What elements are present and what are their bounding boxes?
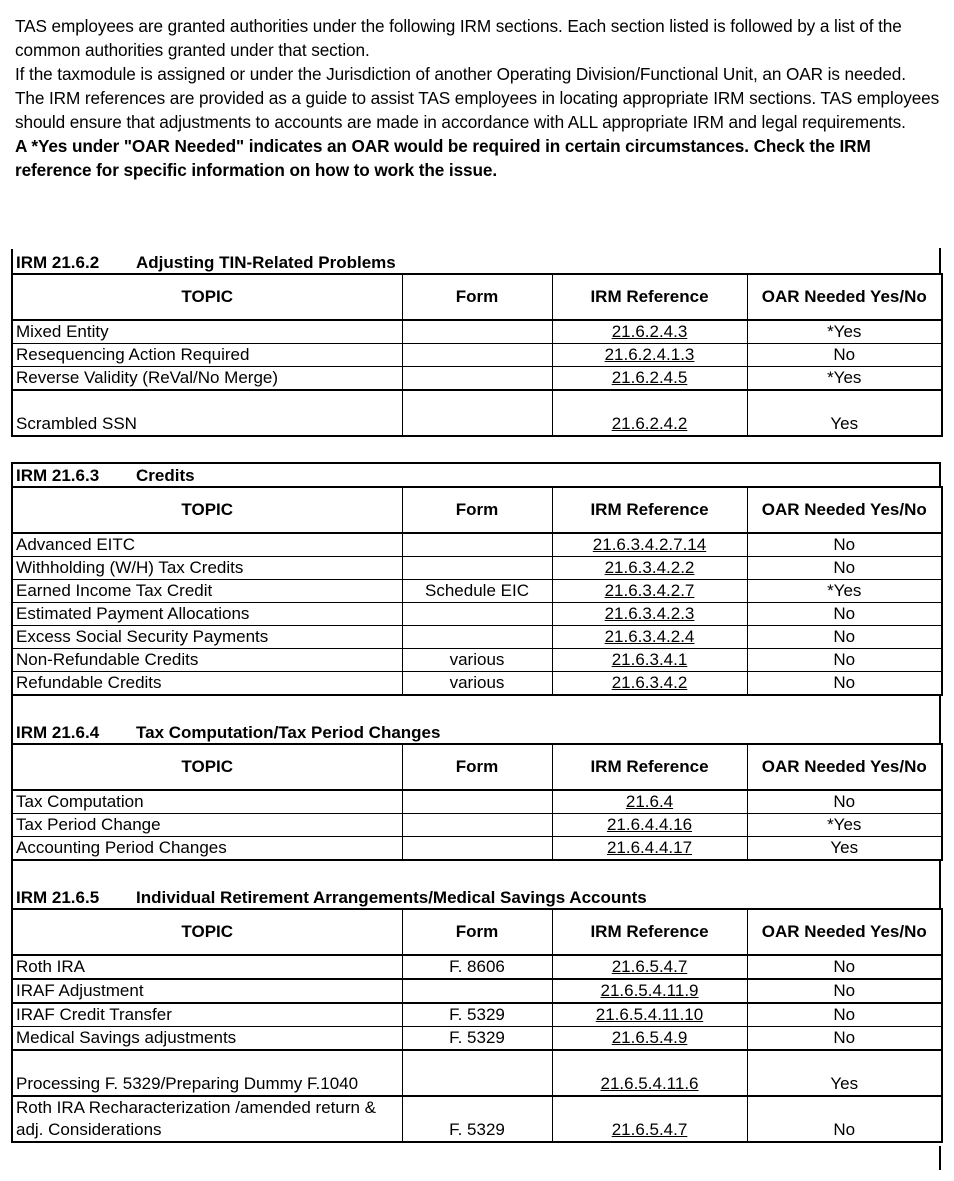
topic-cell: Mixed Entity bbox=[12, 320, 402, 344]
col-header-oar-needed: OAR Needed Yes/No bbox=[747, 909, 942, 955]
irm-reference-cell bbox=[552, 603, 747, 626]
form-cell bbox=[402, 814, 552, 837]
topic-cell: Earned Income Tax Credit bbox=[12, 580, 402, 603]
irm-reference-link[interactable]: 21.6.3.4.2.7.14 bbox=[592, 535, 707, 554]
table-row bbox=[12, 557, 942, 580]
irm-reference-cell bbox=[552, 344, 747, 367]
topic-cell: Advanced EITC bbox=[12, 533, 402, 557]
col-header-topic: TOPIC bbox=[12, 487, 402, 533]
intro-paragraph: TAS employees are granted authorities under the following IRM sections. Each section listed is followed by a list of the common authorities granted under that section. bbox=[15, 16, 902, 60]
table-row bbox=[12, 790, 942, 814]
irm-reference-link[interactable]: 21.6.2.4.1.3 bbox=[604, 345, 695, 364]
table-row bbox=[12, 955, 942, 979]
section-title bbox=[11, 462, 941, 486]
form-cell bbox=[402, 603, 552, 626]
col-header-form: Form bbox=[402, 274, 552, 320]
section-name: Individual Retirement Arrangements/Medical Savings Accounts bbox=[136, 888, 647, 907]
oar-needed-cell: No bbox=[747, 955, 942, 979]
form-cell: Schedule EIC bbox=[402, 580, 552, 603]
table-row bbox=[12, 367, 942, 391]
topic-cell: Non-Refundable Credits bbox=[12, 649, 402, 672]
irm-reference-link[interactable]: 21.6.4.4.17 bbox=[606, 838, 693, 857]
section-name: Tax Computation/Tax Period Changes bbox=[136, 723, 441, 742]
form-cell bbox=[402, 367, 552, 391]
table-row bbox=[12, 626, 942, 649]
irm-reference-link[interactable]: 21.6.5.4.11.6 bbox=[600, 1074, 699, 1093]
irm-reference-cell bbox=[552, 649, 747, 672]
irm-reference-cell bbox=[552, 672, 747, 696]
irm-reference-link[interactable]: 21.6.4.4.16 bbox=[606, 815, 693, 834]
oar-needed-cell: *Yes bbox=[747, 367, 942, 391]
form-cell bbox=[402, 837, 552, 861]
oar-needed-cell: No bbox=[747, 1003, 942, 1027]
section-number: IRM 21.6.4 bbox=[16, 723, 100, 742]
table-row bbox=[12, 1027, 942, 1051]
table-row bbox=[12, 1050, 942, 1096]
irm-reference-link[interactable]: 21.6.2.4.5 bbox=[611, 368, 688, 387]
oar-needed-cell: No bbox=[747, 1096, 942, 1142]
oar-needed-cell: No bbox=[747, 626, 942, 649]
irm-reference-link[interactable]: 21.6.3.4.2.7 bbox=[604, 581, 695, 600]
section-title bbox=[11, 696, 941, 743]
table-row bbox=[12, 837, 942, 861]
section-21-6-5 bbox=[11, 861, 941, 1143]
col-header-form: Form bbox=[402, 744, 552, 790]
irm-reference-link[interactable]: 21.6.3.4.2 bbox=[611, 673, 688, 692]
oar-needed-cell: No bbox=[747, 1027, 942, 1051]
oar-needed-cell: No bbox=[747, 603, 942, 626]
topic-cell: Accounting Period Changes bbox=[12, 837, 402, 861]
header-row bbox=[12, 487, 942, 533]
irm-reference-cell bbox=[552, 390, 747, 436]
irm-reference-cell bbox=[552, 557, 747, 580]
oar-needed-cell: No bbox=[747, 790, 942, 814]
topic-cell: Tax Period Change bbox=[12, 814, 402, 837]
irm-reference-link[interactable]: 21.6.3.4.2.2 bbox=[604, 558, 695, 577]
section-title bbox=[11, 861, 941, 908]
form-cell: F. 5329 bbox=[402, 1003, 552, 1027]
form-cell bbox=[402, 979, 552, 1003]
section-name: Adjusting TIN-Related Problems bbox=[136, 253, 396, 272]
topic-cell: Excess Social Security Payments bbox=[12, 626, 402, 649]
col-header-oar-needed: OAR Needed Yes/No bbox=[747, 274, 942, 320]
intro-text bbox=[15, 14, 940, 182]
oar-needed-cell: No bbox=[747, 672, 942, 696]
table-row bbox=[12, 672, 942, 696]
table-row bbox=[12, 580, 942, 603]
irm-reference-cell bbox=[552, 837, 747, 861]
topic-cell: Roth IRA bbox=[12, 955, 402, 979]
section-number: IRM 21.6.3 bbox=[16, 466, 100, 485]
irm-reference-link[interactable]: 21.6.2.4.3 bbox=[611, 322, 688, 341]
section-number: IRM 21.6.5 bbox=[16, 888, 100, 907]
irm-reference-link[interactable]: 21.6.2.4.2 bbox=[611, 414, 688, 433]
topic-cell: Estimated Payment Allocations bbox=[12, 603, 402, 626]
irm-reference-cell bbox=[552, 1096, 747, 1142]
section-21-6-4 bbox=[11, 696, 941, 861]
col-header-topic: TOPIC bbox=[12, 274, 402, 320]
irm-reference-link[interactable]: 21.6.3.4.2.4 bbox=[604, 627, 695, 646]
authorities-table bbox=[11, 908, 943, 1143]
topic-cell: Withholding (W/H) Tax Credits bbox=[12, 557, 402, 580]
form-cell bbox=[402, 557, 552, 580]
oar-needed-cell: No bbox=[747, 557, 942, 580]
irm-reference-cell bbox=[552, 626, 747, 649]
table-row bbox=[12, 649, 942, 672]
oar-needed-cell: *Yes bbox=[747, 580, 942, 603]
col-header-form: Form bbox=[402, 487, 552, 533]
form-cell bbox=[402, 320, 552, 344]
irm-reference-link[interactable]: 21.6.5.4.11.9 bbox=[600, 981, 699, 1000]
authorities-table bbox=[11, 273, 943, 437]
oar-needed-cell: Yes bbox=[747, 1050, 942, 1096]
irm-reference-link[interactable]: 21.6.5.4.11.10 bbox=[595, 1005, 704, 1024]
col-header-oar-needed: OAR Needed Yes/No bbox=[747, 487, 942, 533]
topic-cell: IRAF Credit Transfer bbox=[12, 1003, 402, 1027]
form-cell: F. 5329 bbox=[402, 1096, 552, 1142]
col-header-topic: TOPIC bbox=[12, 909, 402, 955]
table-row bbox=[12, 320, 942, 344]
table-row bbox=[12, 979, 942, 1003]
irm-reference-cell bbox=[552, 955, 747, 979]
irm-reference-cell bbox=[552, 533, 747, 557]
irm-reference-cell bbox=[552, 814, 747, 837]
section-name: Credits bbox=[136, 466, 195, 485]
col-header-topic: TOPIC bbox=[12, 744, 402, 790]
form-cell bbox=[402, 344, 552, 367]
col-header-oar-needed: OAR Needed Yes/No bbox=[747, 744, 942, 790]
form-cell bbox=[402, 1050, 552, 1096]
col-header-irm-reference: IRM Reference bbox=[552, 909, 747, 955]
irm-reference-cell bbox=[552, 979, 747, 1003]
intro-paragraph: If the taxmodule is assigned or under the Jurisdiction of another Operating Division/Functional Unit, an OAR is needed. bbox=[15, 64, 906, 84]
irm-reference-cell bbox=[552, 1027, 747, 1051]
section-title bbox=[11, 249, 941, 273]
oar-needed-cell: *Yes bbox=[747, 814, 942, 837]
right-border-rule bbox=[939, 1146, 941, 1170]
topic-cell: Resequencing Action Required bbox=[12, 344, 402, 367]
irm-reference-cell bbox=[552, 320, 747, 344]
header-row bbox=[12, 744, 942, 790]
form-cell: F. 8606 bbox=[402, 955, 552, 979]
topic-cell: IRAF Adjustment bbox=[12, 979, 402, 1003]
irm-reference-link[interactable]: 21.6.4 bbox=[625, 792, 674, 811]
topic-cell: Processing F. 5329/Preparing Dummy F.1040 bbox=[12, 1050, 402, 1096]
form-cell: F. 5329 bbox=[402, 1027, 552, 1051]
oar-needed-cell: Yes bbox=[747, 837, 942, 861]
topic-cell: Medical Savings adjustments bbox=[12, 1027, 402, 1051]
intro-paragraph: The IRM references are provided as a guide to assist TAS employees in locating appropriate IRM sections. TAS employees should ensure that adjustments to accounts are made in accordance with ALL appropriate IRM and legal requirements. bbox=[15, 88, 940, 132]
table-row bbox=[12, 1003, 942, 1027]
topic-cell: Scrambled SSN bbox=[12, 390, 402, 436]
irm-reference-link[interactable]: 21.6.3.4.2.3 bbox=[604, 604, 695, 623]
oar-needed-cell: Yes bbox=[747, 390, 942, 436]
section-21-6-3 bbox=[11, 462, 941, 1143]
irm-reference-cell bbox=[552, 367, 747, 391]
topic-cell: Roth IRA Recharacterization /amended return & adj. Considerations bbox=[12, 1096, 402, 1142]
topic-cell: Reverse Validity (ReVal/No Merge) bbox=[12, 367, 402, 391]
col-header-irm-reference: IRM Reference bbox=[552, 744, 747, 790]
form-cell: various bbox=[402, 649, 552, 672]
form-cell bbox=[402, 790, 552, 814]
section-number: IRM 21.6.2 bbox=[16, 253, 100, 272]
col-header-form: Form bbox=[402, 909, 552, 955]
oar-needed-cell: No bbox=[747, 533, 942, 557]
oar-needed-cell: No bbox=[747, 979, 942, 1003]
oar-needed-cell: *Yes bbox=[747, 320, 942, 344]
irm-reference-cell bbox=[552, 1050, 747, 1096]
irm-reference-cell bbox=[552, 580, 747, 603]
form-cell: various bbox=[402, 672, 552, 696]
form-cell bbox=[402, 626, 552, 649]
section-21-6-2 bbox=[11, 249, 941, 437]
table-row bbox=[12, 814, 942, 837]
topic-cell: Tax Computation bbox=[12, 790, 402, 814]
oar-needed-cell: No bbox=[747, 649, 942, 672]
table-row bbox=[12, 603, 942, 626]
col-header-irm-reference: IRM Reference bbox=[552, 487, 747, 533]
form-cell bbox=[402, 390, 552, 436]
header-row bbox=[12, 909, 942, 955]
authorities-table bbox=[11, 486, 943, 696]
header-row bbox=[12, 274, 942, 320]
irm-reference-link[interactable]: 21.6.5.4.7 bbox=[611, 1120, 688, 1139]
irm-reference-cell bbox=[552, 790, 747, 814]
table-row bbox=[12, 533, 942, 557]
oar-needed-cell: No bbox=[747, 344, 942, 367]
authorities-table bbox=[11, 743, 943, 861]
irm-reference-link[interactable]: 21.6.3.4.1 bbox=[611, 650, 688, 669]
irm-reference-link[interactable]: 21.6.5.4.7 bbox=[611, 957, 688, 976]
table-row bbox=[12, 344, 942, 367]
irm-reference-cell bbox=[552, 1003, 747, 1027]
col-header-irm-reference: IRM Reference bbox=[552, 274, 747, 320]
oar-note: A *Yes under "OAR Needed" indicates an OAR would be required in certain circumstances. Check the IRM reference for specific information on how to work the issue. bbox=[15, 136, 871, 180]
table-row bbox=[12, 1096, 942, 1142]
irm-reference-link[interactable]: 21.6.5.4.9 bbox=[611, 1028, 688, 1047]
table-row bbox=[12, 390, 942, 436]
form-cell bbox=[402, 533, 552, 557]
topic-cell: Refundable Credits bbox=[12, 672, 402, 696]
